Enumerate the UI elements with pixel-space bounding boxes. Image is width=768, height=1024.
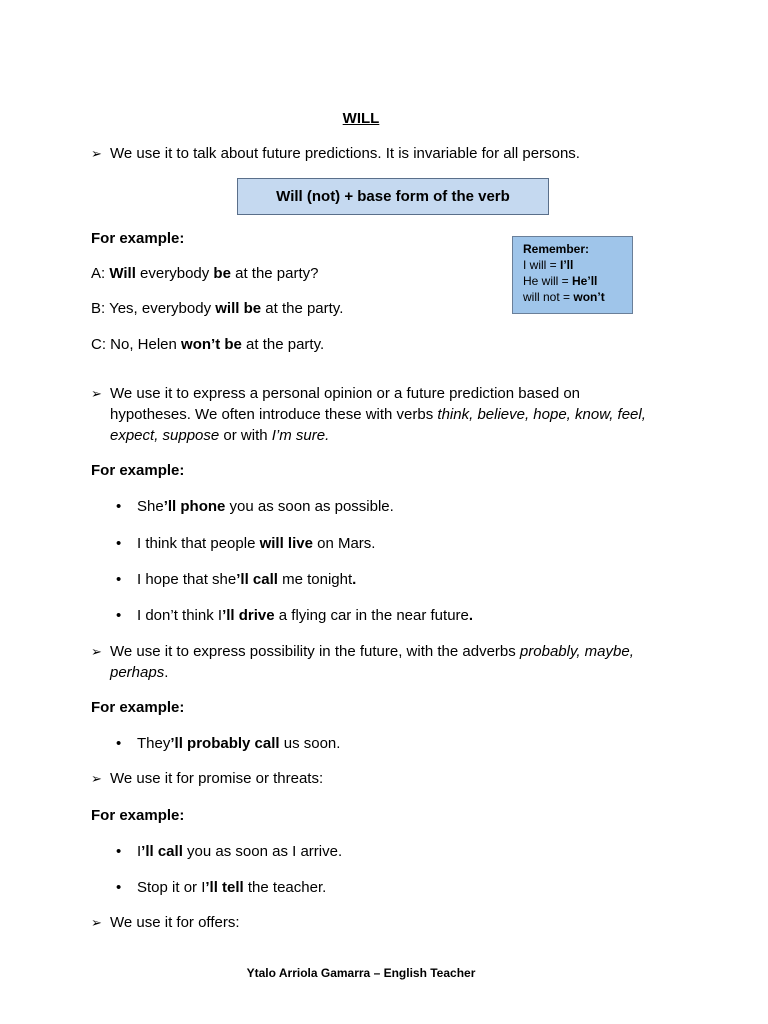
rule-item-1 bbox=[91, 143, 651, 164]
remember-box bbox=[512, 236, 633, 314]
page-title: WILL bbox=[342, 110, 380, 127]
list-item: • Stop it or I’ll tell the teacher. bbox=[116, 879, 327, 896]
list-item: • I hope that she’ll call me tonight. bbox=[116, 571, 357, 588]
bullet-icon: • bbox=[116, 498, 122, 515]
remember-title: Remember: bbox=[523, 242, 590, 256]
page-footer: Ytalo Arriola Gamarra – English Teacher bbox=[246, 966, 476, 980]
bullet-icon: • bbox=[116, 535, 122, 552]
rule-text-4: We use it for promise or threats: bbox=[110, 770, 324, 787]
rule-item-3 bbox=[91, 641, 651, 683]
list-item: • I don’t think I’ll drive a flying car in the near future. bbox=[116, 607, 474, 624]
formula-box: Will (not) + base form of the verb bbox=[237, 178, 549, 215]
list-item: • I think that people will live on Mars. bbox=[116, 535, 376, 552]
dialogue-line-b: B: Yes, everybody will be at the party. bbox=[91, 300, 344, 317]
rule-text-1: We use it to talk about future predictions. It is invariable for all persons. bbox=[110, 145, 580, 162]
dialogue-line-a: A: Will everybody be at the party? bbox=[91, 265, 319, 282]
remember-line-2: He will = He’ll bbox=[523, 274, 598, 288]
remember-line-1: I will = I’ll bbox=[523, 258, 574, 272]
rule-text-2: We use it to express a personal opinion or a future prediction based on hypotheses. We often introduce these with verbs think, believe, hope, know, feel, expect, suppose or with I’m sure. bbox=[110, 385, 646, 444]
example-label: For example: bbox=[91, 699, 185, 716]
bullet-icon: • bbox=[116, 607, 122, 624]
bullet-icon: • bbox=[116, 735, 122, 752]
bullet-icon: • bbox=[116, 571, 122, 588]
example-label: For example: bbox=[91, 462, 185, 479]
list-item: • They’ll probably call us soon. bbox=[116, 735, 341, 752]
rule-item-4 bbox=[91, 768, 651, 789]
rule-text-3: We use it to express possibility in the future, with the adverbs probably, maybe, perhaps. bbox=[110, 643, 634, 681]
bullet-icon: • bbox=[116, 879, 122, 896]
arrow-bullet-icon: ➢ bbox=[91, 915, 102, 930]
arrow-bullet-icon: ➢ bbox=[91, 146, 102, 161]
rule-item-5 bbox=[91, 912, 651, 933]
list-item: • I’ll call you as soon as I arrive. bbox=[116, 843, 343, 860]
dialogue-line-c: C: No, Helen won’t be at the party. bbox=[91, 336, 325, 353]
bullet-icon: • bbox=[116, 843, 122, 860]
arrow-bullet-icon: ➢ bbox=[91, 771, 102, 786]
list-item: • She’ll phone you as soon as possible. bbox=[116, 498, 394, 515]
arrow-bullet-icon: ➢ bbox=[91, 386, 102, 401]
remember-line-3: will not = won’t bbox=[523, 290, 605, 304]
example-label: For example: bbox=[91, 230, 185, 247]
rule-text-5: We use it for offers: bbox=[110, 914, 240, 931]
example-label: For example: bbox=[91, 807, 185, 824]
rule-item-2 bbox=[91, 383, 651, 446]
arrow-bullet-icon: ➢ bbox=[91, 644, 102, 659]
